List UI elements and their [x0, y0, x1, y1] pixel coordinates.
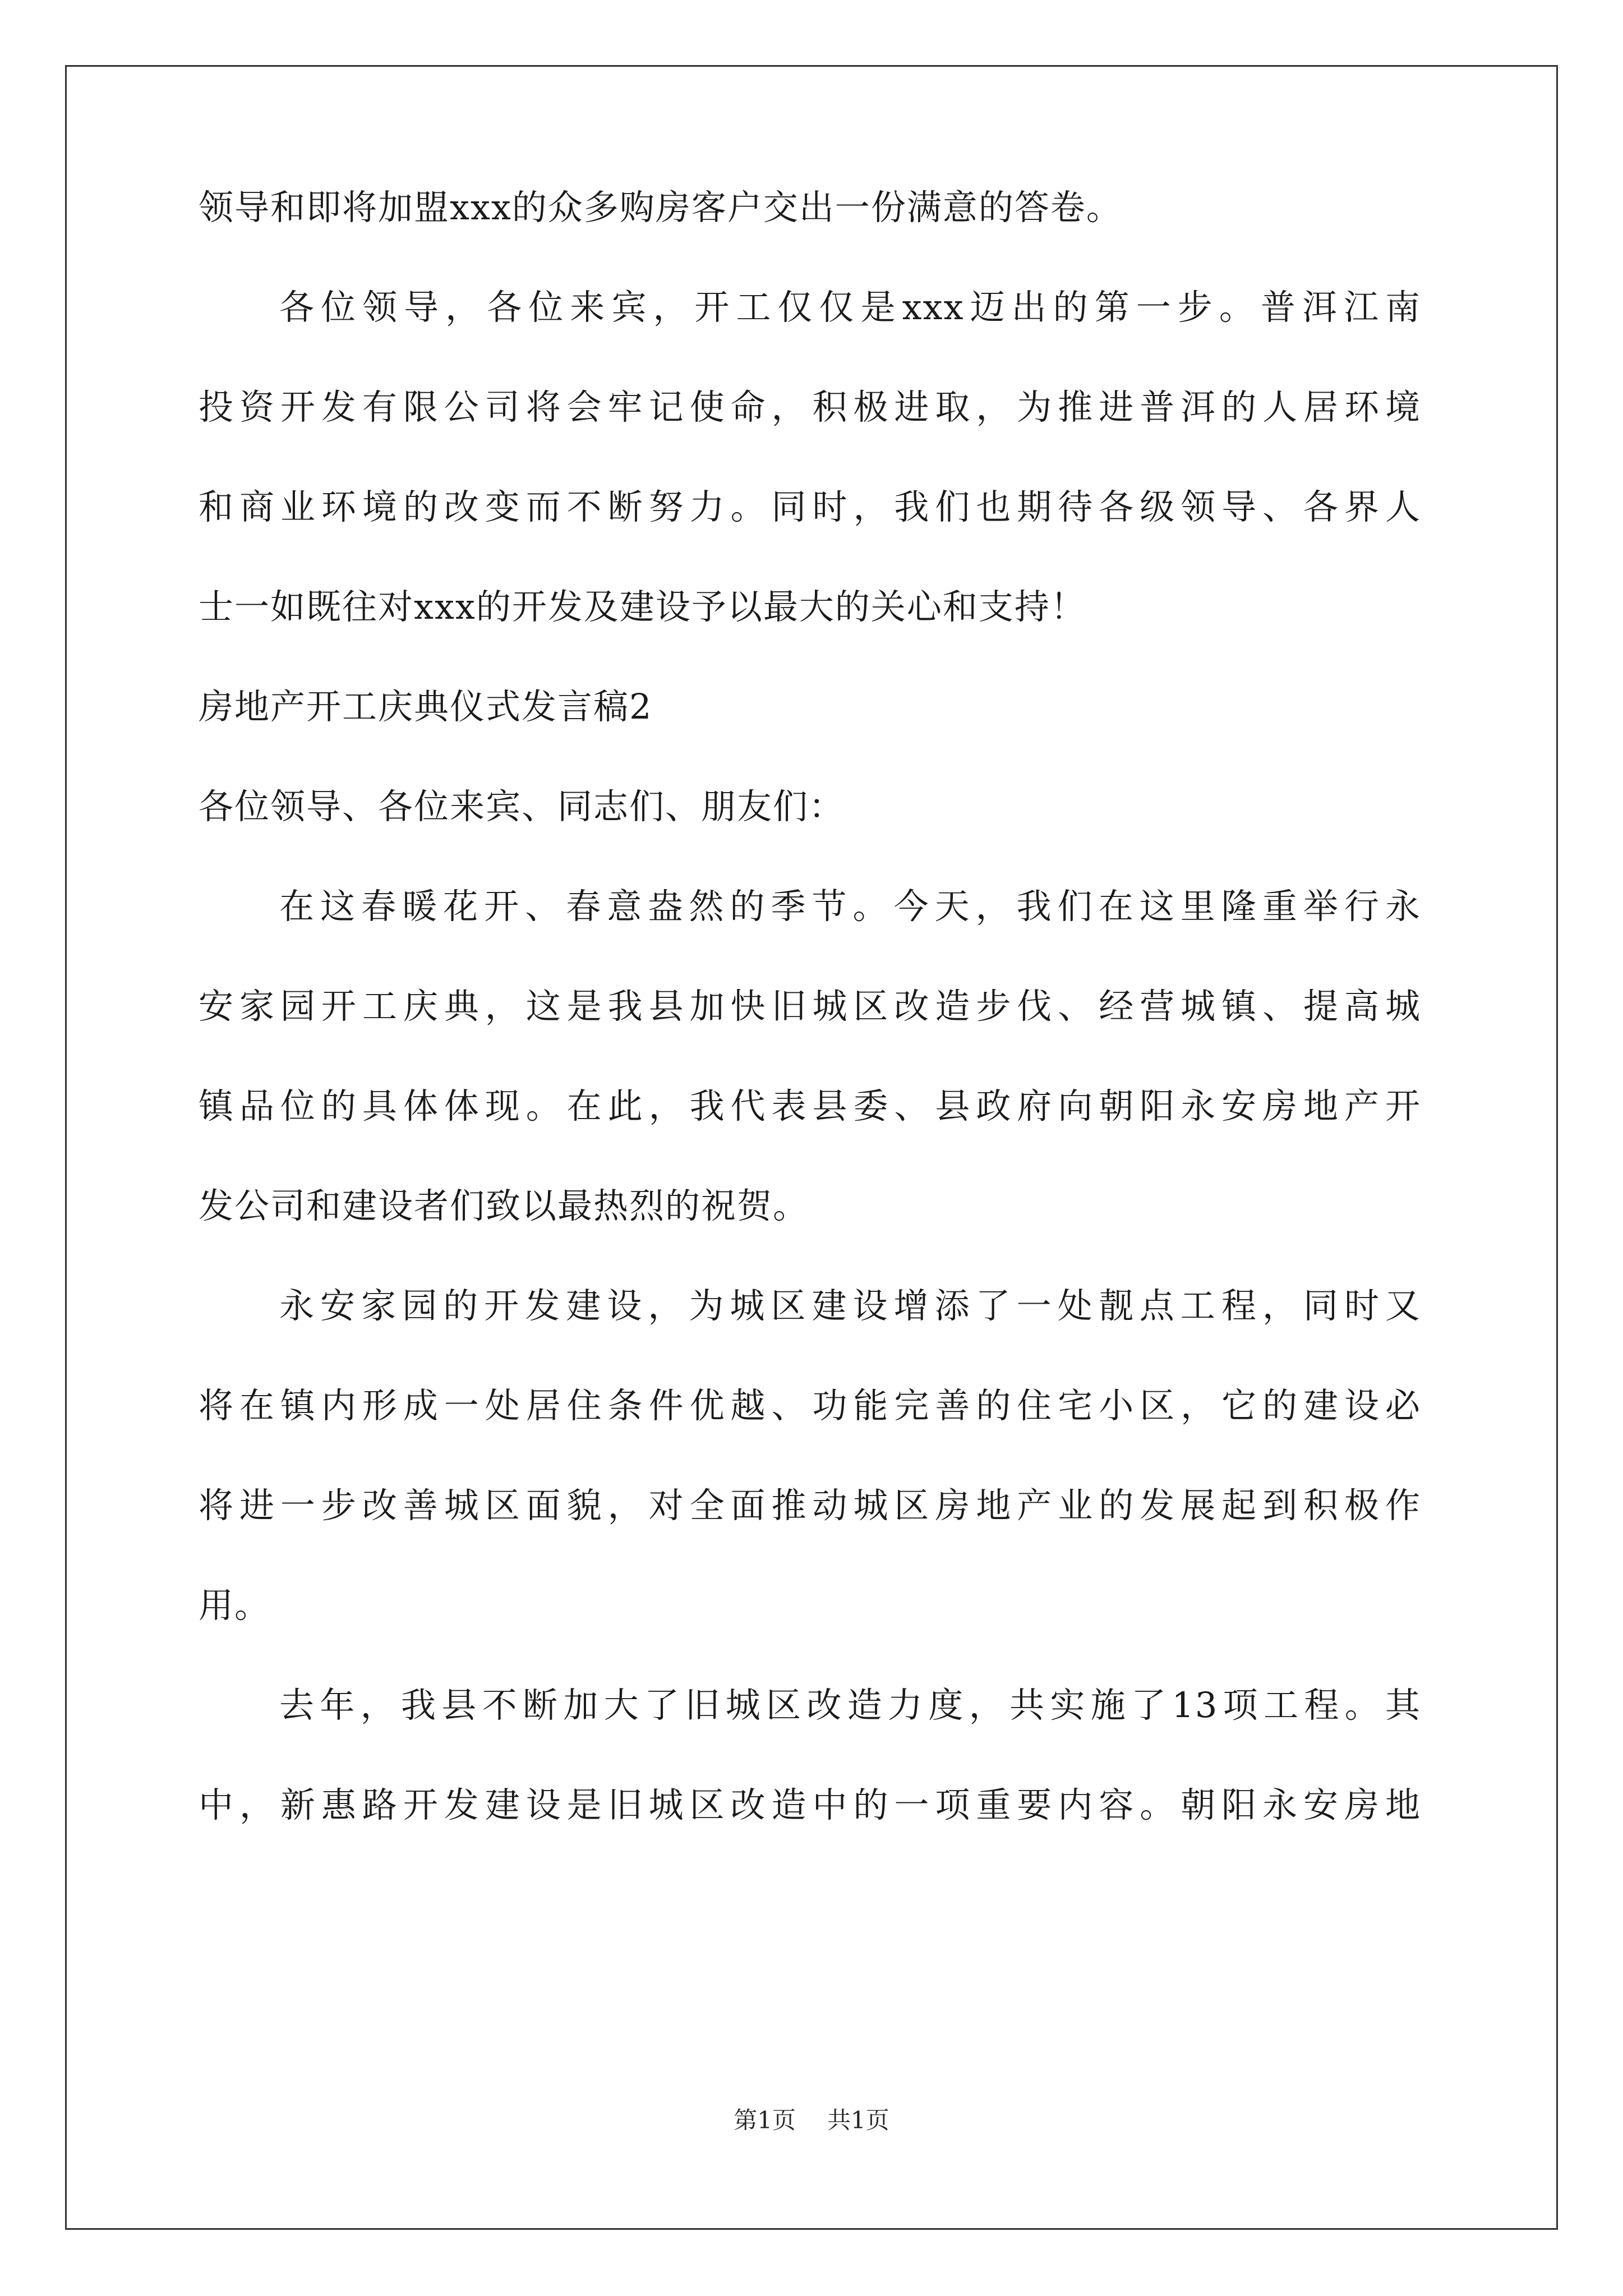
salutation: 各位领导、各位来宾、同志们、朋友们：	[199, 786, 845, 827]
paragraph-line: 领导和即将加盟xxx的众多购房客户交出一份满意的答卷。	[199, 187, 1122, 228]
page-total: 共1页	[827, 2106, 889, 2134]
page-number: 第1页	[734, 2106, 796, 2134]
paragraph-line: 镇品位的具体体现。在此，我代表县委、县政府向朝阳永安房地产开	[199, 1085, 1421, 1126]
paragraph-line: 各位领导，各位来宾，开工仅仅是xxx迈出的第一步。普洱江南	[279, 287, 1421, 328]
paragraph-line: 安家园开工庆典，这是我县加快旧城区改造步伐、经营城镇、提高城	[199, 986, 1421, 1027]
paragraph-line: 永安家园的开发建设，为城区建设增添了一处靓点工程，同时又	[279, 1285, 1421, 1326]
page-footer	[0, 2105, 1623, 2136]
paragraph-line: 和商业环境的改变而不断努力。同时，我们也期待各级领导、各界人	[199, 486, 1421, 527]
section-heading: 房地产开工庆典仪式发言稿2	[199, 686, 653, 727]
paragraph-line: 士一如既往对xxx的开发及建设予以最大的关心和支持！	[199, 586, 1086, 627]
paragraph-line: 中，新惠路开发建设是旧城区改造中的一项重要内容。朝阳永安房地	[199, 1784, 1421, 1825]
paragraph-line: 将进一步改善城区面貌，对全面推动城区房地产业的发展起到积极作	[199, 1485, 1421, 1526]
paragraph-line: 在这春暖花开、春意盎然的季节。今天，我们在这里隆重举行永	[279, 886, 1421, 927]
paragraph-line: 去年，我县不断加大了旧城区改造力度，共实施了13项工程。其	[279, 1685, 1421, 1726]
paragraph-line: 用。	[199, 1585, 271, 1626]
paragraph-line: 将在镇内形成一处居住条件优越、功能完善的住宅小区，它的建设必	[199, 1385, 1421, 1426]
paragraph-line: 发公司和建设者们致以最热烈的祝贺。	[199, 1185, 809, 1226]
paragraph-line: 投资开发有限公司将会牢记使命，积极进取，为推进普洱的人居环境	[199, 386, 1421, 427]
